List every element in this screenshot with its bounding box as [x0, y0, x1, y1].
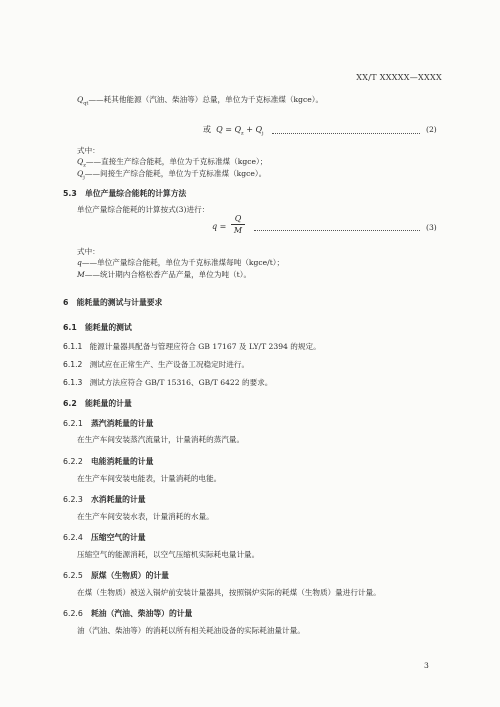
clause-6-2-3-heading: [63, 494, 146, 505]
clause-6-2-1-heading: [63, 418, 153, 429]
where-label: 式中：: [77, 247, 100, 256]
clause-number: 6.2.5: [63, 571, 83, 580]
clause-6-2-2-heading: [63, 456, 153, 467]
symbol-q: q: [77, 258, 82, 267]
clause-6-2-2-text: 在生产车间安装电能表，计量消耗的电能。: [77, 474, 222, 483]
eq-lhs: Q: [216, 125, 223, 134]
clause-6-2-3-text: 在生产车间安装水表，计量消耗的水量。: [77, 512, 214, 521]
section-title: 能耗量的测试: [84, 323, 132, 332]
clause-title: 电能消耗量的计量: [91, 457, 154, 466]
clause-6-2-5-text: 在煤（生物质）被送入锅炉前安装计量器具，按照锅炉实际的耗煤（生物质）量进行计量。: [77, 588, 381, 597]
clause-text: 测试应在正常生产、生产设备工况稳定时进行。: [89, 360, 250, 369]
symbol-sub: z: [83, 162, 86, 169]
clause-6-1-1: [63, 342, 321, 352]
definition-text: ——间接生产综合能耗，单位为千克标准煤（kgce）。: [84, 169, 267, 178]
symbol-q: Q: [77, 157, 84, 166]
clause-number: 6.2.3: [63, 495, 83, 504]
definition-m: [77, 270, 251, 280]
eq-sub-z: z: [241, 130, 244, 137]
clause-6-2-6-heading: [63, 608, 192, 619]
clause-number: 6.1.2: [63, 360, 83, 369]
eq-prefix: 或: [203, 125, 211, 134]
clause-6-2-6-text: 油（汽油、柴油等）的消耗以所有相关耗油设备的实际耗油量计量。: [77, 626, 305, 635]
clause-number: 6.1.3: [63, 378, 83, 387]
section-5-3-heading: [63, 188, 186, 199]
clause-title: 耗油（汽油、柴油等）的计量: [91, 609, 193, 618]
definition-text: ——统计期内合格松香产品产量，单位为吨（t）。: [84, 270, 252, 279]
clause-6-1-2: [63, 360, 249, 370]
section-title: 能耗量的测试与计量要求: [76, 298, 163, 307]
symbol-q: Q: [77, 169, 84, 178]
clause-number: 6.2.1: [63, 419, 83, 428]
clause-number: 6.2.6: [63, 609, 83, 618]
section-title: 单位产量综合能耗的计算方法: [84, 189, 187, 198]
definition-text: ——耗其他能源（汽油、柴油等）总量，单位为千克标准煤（kgce）。: [88, 95, 324, 104]
section-number: 6: [63, 298, 69, 307]
eq3-fraction: [231, 214, 245, 235]
equation-number: (2): [426, 125, 437, 134]
symbol-sub: j: [83, 174, 85, 181]
section-5-3-intro: 单位产量综合能耗的计算按式(3)进行：: [77, 205, 210, 214]
clause-6-2-4-text: 压缩空气的能源消耗，以空气压缩机实际耗电量计量。: [77, 550, 260, 559]
definition-qj: [77, 169, 266, 183]
clause-6-1-3: [63, 378, 272, 388]
symbol-q: Q: [77, 95, 84, 104]
eq-plus: + Q: [246, 125, 263, 134]
eq3-lhs: q =: [212, 222, 227, 231]
fraction-bar: [231, 224, 245, 225]
leader-dots: [254, 230, 420, 231]
section-6-1-heading: [63, 322, 132, 333]
definition-qqt: [77, 95, 323, 109]
eq3-numerator: Q: [234, 214, 242, 223]
clause-title: 水消耗量的计量: [91, 495, 146, 504]
clause-6-2-5-heading: [63, 570, 169, 581]
section-number: 6.1: [63, 323, 77, 332]
clause-title: 蒸汽消耗量的计量: [91, 419, 154, 428]
section-title: 能耗量的计量: [84, 399, 132, 408]
clause-text: 能源计量器具配备与管理应符合 GB 17167 及 LY/T 2394 的规定。: [89, 342, 321, 351]
section-6-2-heading: [63, 398, 132, 409]
clause-text: 测试方法应符合 GB/T 15316、GB/T 6422 的要求。: [89, 378, 273, 387]
clause-title: 压缩空气的计量: [91, 533, 146, 542]
clause-6-2-1-text: 在生产车间安装蒸汽流量计，计量消耗的蒸汽量。: [77, 435, 245, 444]
eq3-denominator: M: [233, 226, 243, 235]
definition-text: ——直接生产综合能耗，单位为千克标准煤（kgce）；: [85, 157, 268, 166]
clause-6-2-4-heading: [63, 532, 146, 543]
definition-text: ——单位产量综合能耗，单位为千克标准煤每吨（kgce/t）；: [81, 258, 285, 267]
document-code: XX/T XXXXX—XXXX: [356, 73, 442, 82]
where-label: 式中：: [77, 146, 100, 155]
section-6-heading: [63, 297, 162, 308]
equation-2: [203, 124, 264, 137]
clause-number: 6.2.2: [63, 457, 83, 466]
section-number: 6.2: [63, 399, 77, 408]
section-number: 5.3: [63, 189, 77, 198]
clause-title: 原煤（生物质）的计量: [91, 571, 169, 580]
clause-number: 6.1.1: [63, 342, 83, 351]
clause-number: 6.2.4: [63, 533, 83, 542]
definition-q: [77, 258, 284, 268]
eq-rhs: = Q: [225, 125, 242, 134]
symbol-sub: qt: [83, 100, 89, 107]
leader-dots: [272, 133, 420, 134]
equation-number: (3): [426, 223, 437, 232]
page-number: 3: [424, 661, 429, 670]
symbol-m: M: [77, 270, 85, 279]
eq-sub-j: j: [262, 130, 264, 137]
